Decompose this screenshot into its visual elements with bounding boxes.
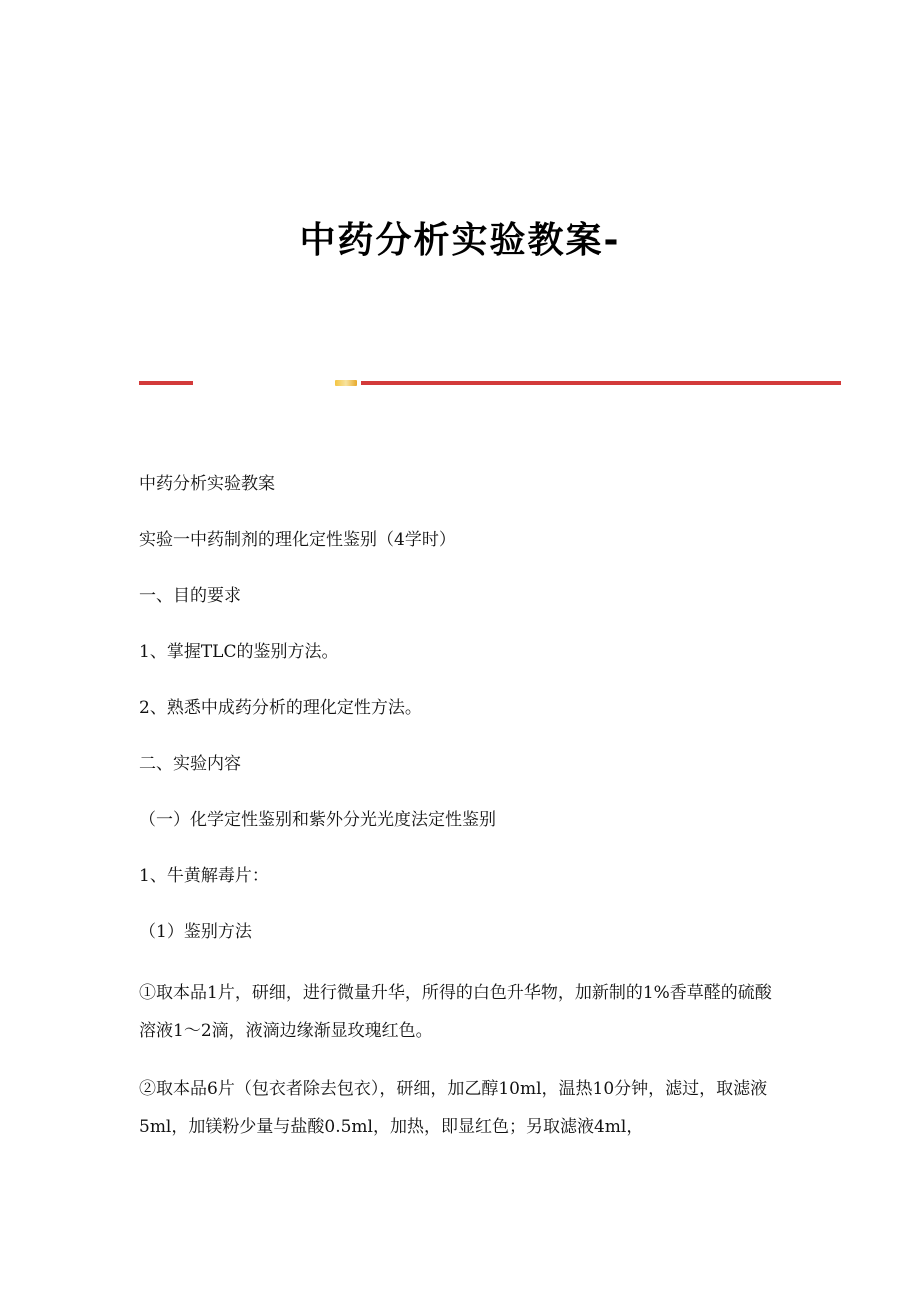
divider-ornament-icon	[335, 380, 357, 386]
paragraph-method-step-2: ②取本品6片（包衣者除去包衣），研细，加乙醇10ml，温热10分钟，滤过，取滤液5ml，加镁粉少量与盐酸0.5ml，加热，即显红色；另取滤液4ml，	[139, 1079, 768, 1137]
paragraph-method-step-1: ①取本品1片，研细，进行微量升华，所得的白色升华物，加新制的1%香草醛的硫酸溶液1～2滴，液滴边缘渐显玫瑰红色。	[139, 983, 772, 1041]
paragraph-experiment-title: 实验一中药制剂的理化定性鉴别（4学时）	[139, 530, 456, 550]
paragraph-objective-1: 1、掌握TLC的鉴别方法。	[139, 642, 339, 662]
title-divider	[139, 380, 841, 386]
paragraph-method-heading: （1）鉴别方法	[139, 922, 252, 942]
paragraph-subsection-1: （一）化学定性鉴别和紫外分光光度法定性鉴别	[139, 810, 496, 830]
document-title: 中药分析实验教案-	[299, 220, 621, 261]
paragraph-heading: 中药分析实验教案	[139, 474, 275, 494]
paragraph-item-1: 1、牛黄解毒片：	[139, 866, 269, 886]
divider-right-bar	[361, 381, 841, 385]
paragraph-section-content: 二、实验内容	[139, 754, 241, 774]
divider-left-bar	[139, 381, 193, 385]
paragraph-section-objectives: 一、目的要求	[139, 586, 241, 606]
paragraph-objective-2: 2、熟悉中成药分析的理化定性方法。	[139, 698, 422, 718]
document-body	[139, 470, 779, 1166]
